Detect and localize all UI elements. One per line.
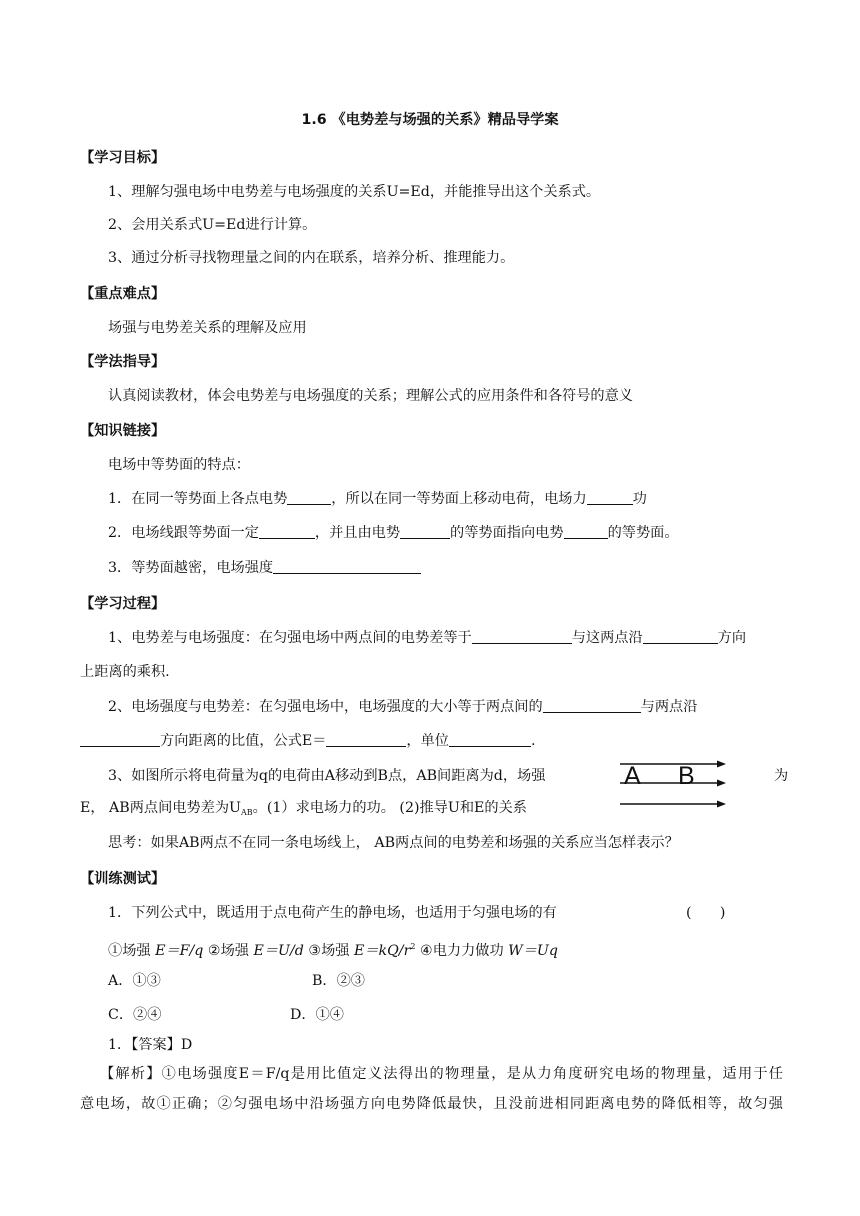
formula-2-label: ②场强	[207, 943, 249, 959]
option-c: C．②④	[108, 1007, 162, 1023]
option-d: D．①④	[290, 1007, 344, 1023]
goal-item-2: 2、会用关系式U=Ed进行计算。	[108, 217, 317, 233]
formula-1-label: ①场强	[108, 943, 151, 959]
blank-field[interactable]	[400, 523, 450, 539]
link-line-1-a: 1．在同一等势面上各点电势	[108, 491, 288, 507]
blank-field[interactable]	[643, 628, 718, 644]
process-item-1	[108, 628, 746, 648]
link-line-2-c: 的等势面指向电势	[450, 525, 564, 541]
blank-field[interactable]	[449, 731, 531, 747]
process-item-3-cont	[80, 798, 527, 823]
explanation-line-2: 意电场，故①正确；②匀强电场中沿场强方向电势降低最快，且没前进相同距离电势的降低相等，故匀强	[80, 1096, 783, 1112]
answer-paren: ( )	[686, 905, 726, 921]
method-heading: 【学法指导】	[80, 354, 166, 370]
question-1: 1．下列公式中，既适用于点电荷产生的静电场，也适用于匀强电场的有	[108, 905, 557, 921]
key-heading: 【重点难点】	[80, 286, 166, 302]
option-a: A．①③	[108, 973, 161, 989]
process-2-c: 方向距离的比值，公式E＝	[160, 733, 327, 749]
formula-3-label: ③场强	[308, 943, 350, 959]
process-item-3: 3、如图所示将电荷量为q的电荷由A移动到B点，AB间距离为d，场强	[108, 768, 546, 784]
process-2-d: ，单位	[406, 733, 449, 749]
process-2-e: .	[531, 733, 536, 749]
option-b: B．②③	[312, 973, 365, 989]
formula-2: E＝U/d	[253, 943, 304, 959]
blank-field[interactable]	[80, 731, 160, 747]
process-2-a: 2、电场强度与电势差：在匀强电场中，电场强度的大小等于两点间的	[108, 699, 543, 715]
formula-3: E＝kQ/r	[354, 943, 411, 959]
goal-item-1: 1、理解匀强电场中电势差与电场强度的关系U=Ed，并能推导出这个关系式。	[108, 184, 601, 200]
process-3-sub: AB	[241, 808, 253, 817]
formula-4: W＝Uq	[508, 943, 558, 959]
blank-field[interactable]	[543, 697, 641, 713]
process-item-1-cont: 上距离的乘积.	[80, 664, 170, 680]
process-1-b: 与这两点沿	[571, 630, 643, 646]
process-3-d: 。(1）求电场力的功。 (2)推导U和E的关系	[252, 800, 527, 816]
blank-field[interactable]	[472, 628, 572, 644]
goal-item-3: 3、通过分析寻找物理量之间的内在联系，培养分析、推理能力。	[108, 250, 515, 266]
blank-field[interactable]	[326, 731, 406, 747]
link-line-1	[108, 489, 647, 509]
link-heading: 【知识链接】	[80, 423, 166, 439]
link-line-2	[108, 523, 679, 543]
formula-3-exponent: 2	[410, 942, 416, 951]
link-line-3-a: 3．等势面越密，电场强度	[108, 560, 274, 576]
point-b-label: B	[678, 762, 695, 790]
key-text: 场强与电势差关系的理解及应用	[108, 320, 307, 336]
process-item-2-cont	[80, 731, 536, 751]
point-a-label: A	[624, 762, 641, 790]
link-line-2-b: ，并且由电势	[314, 525, 401, 541]
process-item-3-wei: 为	[774, 768, 789, 784]
blank-field[interactable]	[564, 523, 608, 539]
field-line-figure	[618, 756, 728, 812]
process-1-c: 方向	[717, 630, 747, 646]
link-line-2-a: 2．电场线跟等势面一定	[108, 525, 259, 541]
process-heading: 【学习过程】	[80, 596, 166, 612]
blank-field[interactable]	[587, 489, 633, 505]
think-question: 思考：如果AB两点不在同一条电场线上， AB两点间的电势差和场强的关系应当怎样表示？	[108, 835, 679, 851]
explanation-line-1: 【解析】①电场强度E＝F/q是用比值定义法得出的物理量，是从力角度研究电场的物理量，适用于任	[100, 1066, 783, 1082]
link-line-1-b: ，所以在同一等势面上移动电荷，电场力	[331, 491, 587, 507]
method-text: 认真阅读教材，体会电势差与电场强度的关系；理解公式的应用条件和各符号的意义	[108, 388, 633, 404]
field-line-3	[620, 801, 726, 808]
formula-4-label: ④电力力做功	[419, 943, 504, 959]
blank-field[interactable]	[259, 523, 315, 539]
link-line-2-d: 的等势面。	[607, 525, 679, 541]
page-title: 1.6 《电势差与场强的关系》精品导学案	[301, 112, 559, 128]
process-2-b: 与两点沿	[640, 699, 698, 715]
goals-heading: 【学习目标】	[80, 150, 166, 166]
link-line-1-c: 功	[632, 491, 647, 507]
blank-field[interactable]	[273, 558, 421, 574]
test-heading: 【训练测试】	[80, 871, 166, 887]
process-1-a: 1、电势差与电场强度：在匀强电场中两点间的电势差等于	[108, 630, 472, 646]
link-intro: 电场中等势面的特点：	[108, 457, 250, 473]
process-item-2	[108, 697, 697, 717]
answer-line: 1．【答案】D	[108, 1037, 193, 1053]
blank-field[interactable]	[287, 489, 331, 505]
formula-1: E＝F/q	[155, 943, 204, 959]
process-3-c: E， AB两点间电势差为U	[80, 800, 241, 816]
formula-list	[108, 937, 558, 961]
link-line-3	[108, 558, 421, 578]
